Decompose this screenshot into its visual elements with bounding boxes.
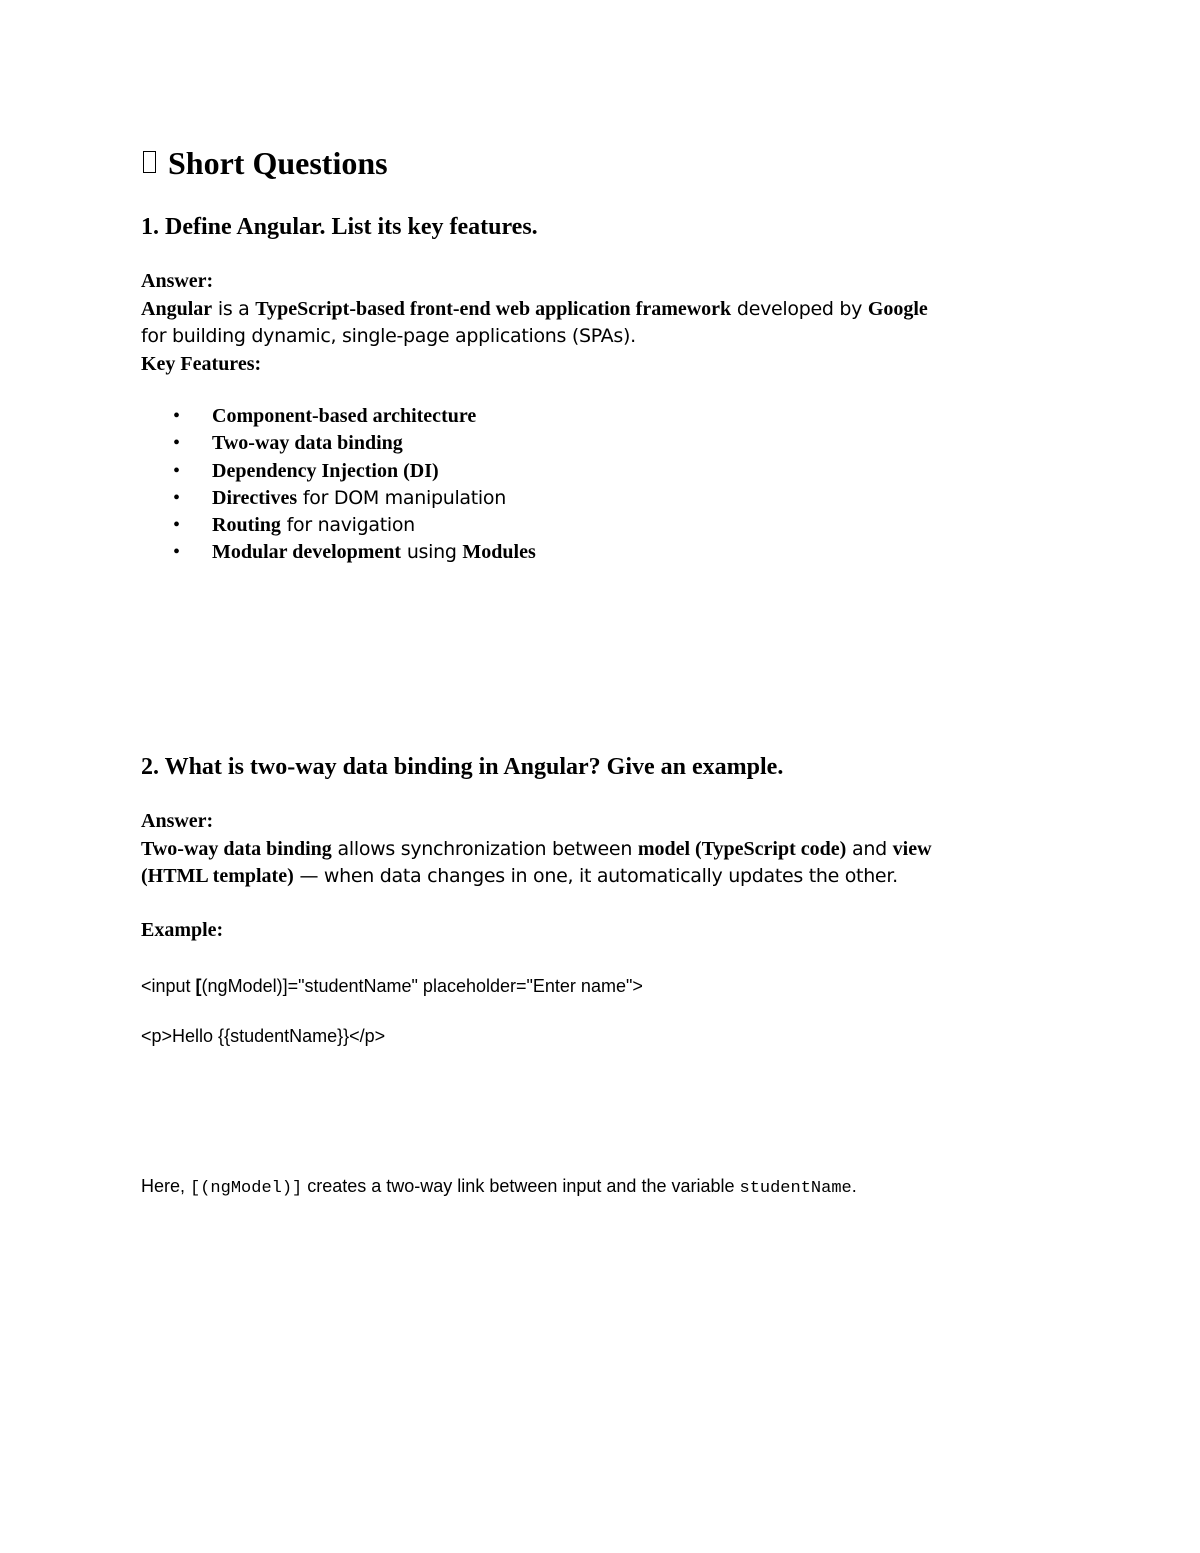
term-two-way: Two-way data binding [141,837,332,860]
code-segment: <input [141,976,196,996]
feature-bold: Modules [462,541,536,564]
text-segment: is a [212,297,256,320]
inline-code: studentName [739,1179,852,1198]
features-list [141,403,536,567]
page-title [143,143,388,183]
term-framework: TypeScript-based front-end web application framework [255,297,732,320]
text-segment: Here, [141,1176,191,1196]
feature-bold: Two-way data binding [212,432,403,455]
answer-line-2: for building dynamic, single-page applications (SPAs). [141,325,636,347]
code-segment: (ngModel)]="studentName" placeholder="Enter name"> [201,976,643,996]
feature-bold: Modular development [212,541,402,564]
list-item [141,539,536,566]
question-1-heading: 1. Define Angular. List its key features. [141,214,538,240]
code-segment-bold: [ [195,976,202,996]
term-angular: Angular [141,297,213,320]
feature-bold: Dependency Injection (DI) [212,459,439,482]
text-segment: — when data changes in one, it automatically updates the other. [293,865,898,887]
feature-rest: for DOM manipulation [297,486,506,509]
feature-rest: using [401,541,463,564]
text-segment: . [851,1176,857,1196]
question-2-answer [141,808,932,891]
explanation [141,1174,857,1201]
list-item [141,512,536,539]
feature-bold: Directives [212,486,298,509]
answer-line-1 [141,296,928,324]
question-1-answer [141,268,928,378]
inline-code: [(ngModel)] [190,1179,303,1198]
code-line-2: <p>Hello {{studentName}}</p> [141,1026,386,1046]
answer-label: Answer: [141,270,214,292]
text-segment: creates a two-way link between input and the variable [302,1176,740,1196]
list-item [141,430,536,457]
feature-bold: Component-based architecture [212,405,477,427]
list-item [141,485,536,512]
term-google: Google [867,297,928,320]
answer-label: Answer: [141,810,214,832]
term-model: model (TypeScript code) [637,837,847,860]
list-item [141,403,536,430]
list-item [141,458,536,485]
question-2-heading: 2. What is two-way data binding in Angular? Give an example. [141,754,784,780]
missing-glyph-icon [143,151,156,173]
term-view: view [892,837,932,860]
feature-rest: for navigation [280,514,415,537]
answer-line-2 [141,863,932,891]
text-segment: allows synchronization between [331,837,638,860]
feature-bold: Routing [212,514,281,537]
text-segment: and [846,837,893,860]
code-line-1 [141,974,643,998]
answer-line-1 [141,836,932,864]
term-html-template: (HTML template) [141,865,294,887]
features-label: Key Features: [141,352,262,375]
page-title-text: Short Questions [168,145,388,181]
text-segment: developed by [731,297,868,320]
example-label: Example: [141,919,224,941]
